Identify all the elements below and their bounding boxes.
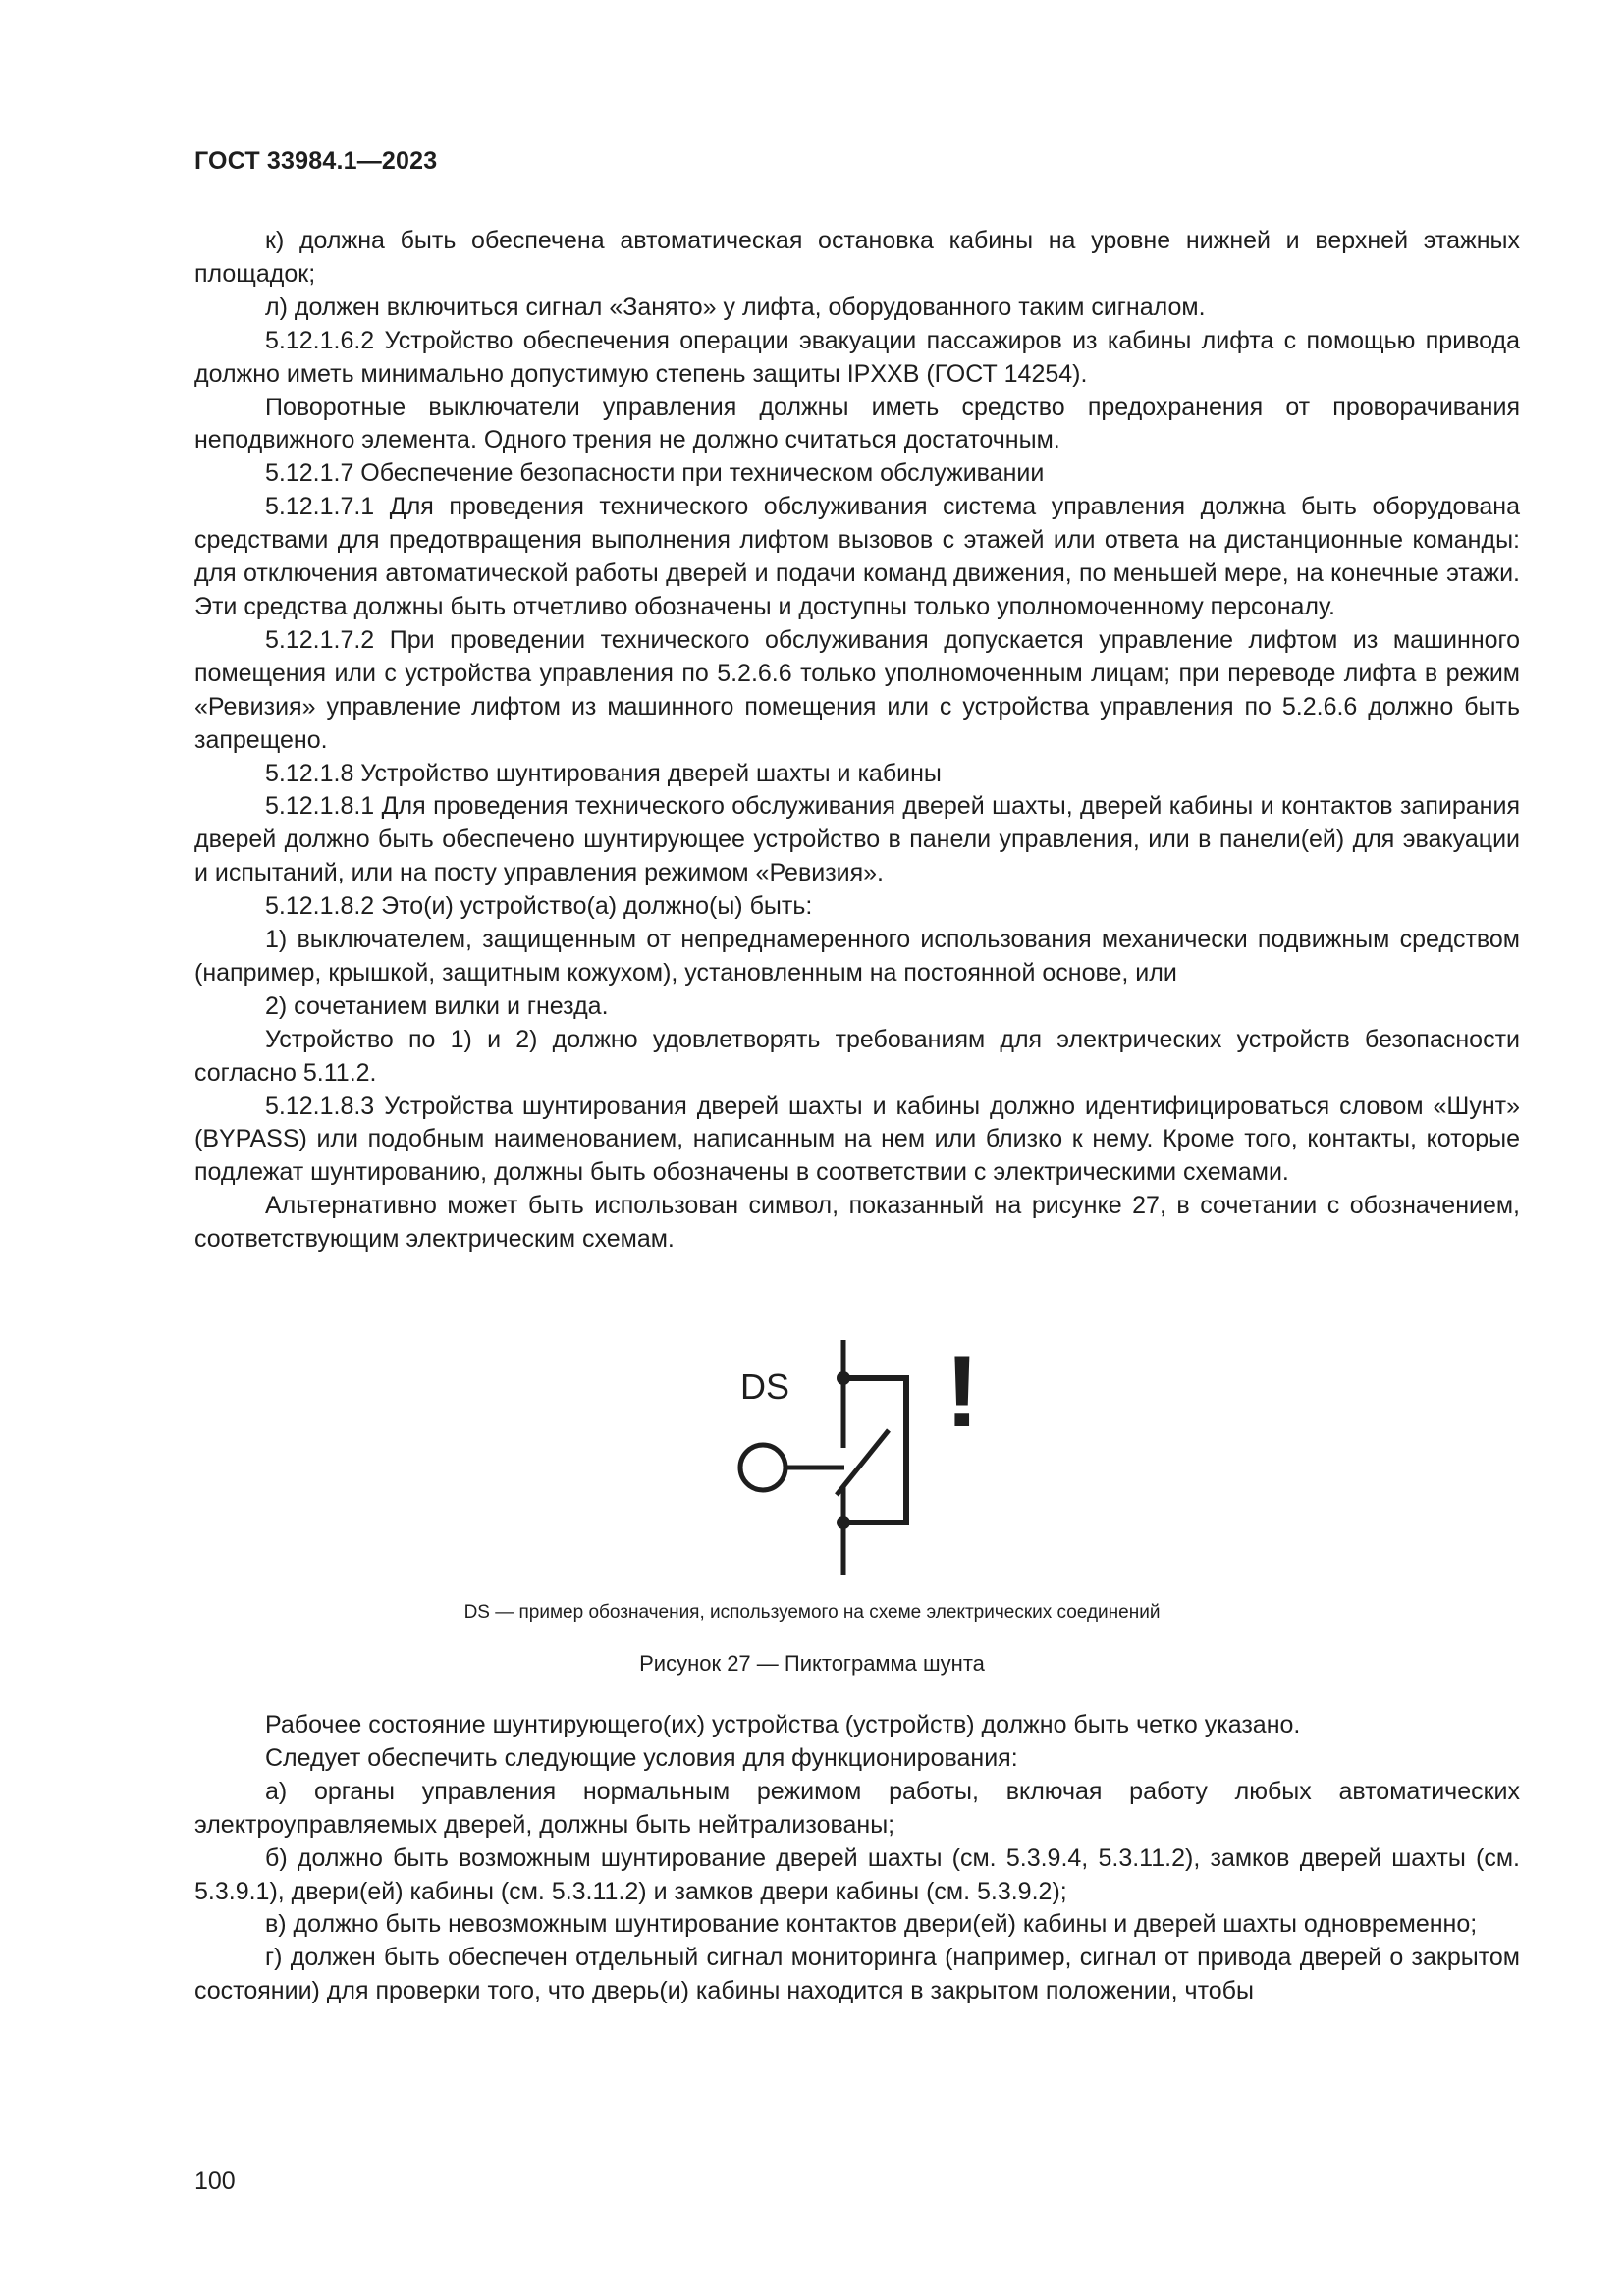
paragraph: 5.12.1.8.3 Устройства шунтирования дверей шахты и кабины должно идентифицироваться словом «Шунт» (BYPASS) или подобным наименованием, написанным на нем или близко к нему. Кроме того, контакты, которые подлежат шунтированию, должны быть обозначены в соответствии с электрическими схемами. [194,1092,1520,1187]
figure-note: DS — пример обозначения, используемого на схеме электрических соединений [463,1602,1161,1623]
list-item: г) должен быть обеспечен отдельный сигнал мониторинга (например, сигнал от привода дверей о закрытом состоянии) для проверки того, что дверь(и) кабины находится в закрытом положении, чтобы [194,1944,1520,2005]
junction-dot-top [837,1371,850,1385]
figure-label-ds: DS [740,1366,790,1407]
section-heading: 5.12.1.8 Устройство шунтирования дверей шахты и кабины [265,759,942,787]
list-item: в) должно быть невозможным шунтирование контактов двери(ей) кабины и дверей шахты одновременно; [265,1910,1478,1939]
section-heading: 5.12.1.7 Обеспечение безопасности при техническом обслуживании [265,459,1045,488]
exclamation-icon: ! [945,1340,980,1449]
paragraph: 5.12.1.7.1 Для проведения технического обслуживания система управления должна быть оборудована средствами для предотвращения выполнения лифтом вызовов с этажей или ответа на дистанционные команды: для отключения автоматической работы дверей и подачи команд движения, по меньшей мере, на конечные этажи. Эти средства должны быть отчетливо обозначены и доступны только уполномоченному персоналу. [194,493,1520,620]
list-item: б) должно быть возможным шунтирование дверей шахты (см. 5.3.9.4, 5.3.11.2), замков дверей шахты (см. 5.3.9.1), двери(ей) кабины (см. 5.3.11.2) и замков двери кабины (см. 5.3.9.2); [194,1843,1520,1905]
junction-dot-bottom [837,1516,850,1529]
list-item: а) органы управления нормальным режимом работы, включая работу любых автоматических электроуправляемых дверей, должны быть нейтрализованы; [194,1777,1520,1839]
paragraph: 5.12.1.7.2 При проведении технического обслуживания допускается управление лифтом из машинного помещения или с устройства управления по 5.2.6.6 только уполномоченным лицам; при переводе лифта в режим «Ревизия» управление лифтом из машинного помещения или с устройства управления по 5.2.6.6 должно быть запрещено. [194,625,1520,754]
paragraph: л) должен включиться сигнал «Занято» у лифта, оборудованного таким сигналом. [265,293,1206,321]
actuator-circle-icon [740,1445,785,1490]
paragraph: 5.12.1.8.2 Это(и) устройство(а) должно(ы) быть: [265,892,813,921]
page-number: 100 [194,2167,236,2195]
paragraph: 5.12.1.8.1 Для проведения технического обслуживания дверей шахты, дверей кабины и контактов запирания дверей должно быть обеспечено шунтирующее устройство в панели управления, или в панели(ей) для эвакуации и испытаний, или на посту управления режимом «Ревизия». [194,792,1520,887]
paragraph: Рабочее состояние шунтирующего(их) устройства (устройств) должно быть четко указано. [265,1711,1301,1738]
paragraph: к) должна быть обеспечена автоматическая остановка кабины на уровне нижней и верхней этажных площадок; [194,227,1520,288]
paragraph: Следует обеспечить следующие условия для функционирования: [265,1743,1018,1772]
body-text-top [194,225,1520,1256]
paragraph: 1) выключателем, защищенным от непреднамеренного использования механически подвижным средством (например, крышкой, защитным кожухом), установленным на постоянной основе, или [194,926,1520,987]
bypass-pictogram-figure [727,1340,982,1575]
bypass-symbol-drawing [727,1340,982,1575]
paragraph: 2) сочетанием вилки и гнезда. [265,991,609,1020]
paragraph: 5.12.1.6.2 Устройство обеспечения операции эвакуации пассажиров из кабины лифта с помощью привода должно иметь минимально допустимую степень защиты IPXXB (ГОСТ 14254). [194,326,1520,388]
document-header-title: ГОСТ 33984.1—2023 [194,147,438,175]
paragraph: Устройство по 1) и 2) должно удовлетворять требованиям для электрических устройств безопасности согласно 5.11.2. [194,1025,1520,1087]
paragraph: Альтернативно может быть использован символ, показанный на рисунке 27, в сочетании с обозначением, соответствующим электрическим схемам. [194,1192,1520,1254]
paragraph: Поворотные выключатели управления должны иметь средство предохранения от проворачивания неподвижного элемента. Одного трения не должно считаться достаточным. [194,393,1520,454]
figure-caption: Рисунок 27 — Пиктограмма шунта [639,1651,985,1676]
body-text-bottom [194,1709,1520,2008]
